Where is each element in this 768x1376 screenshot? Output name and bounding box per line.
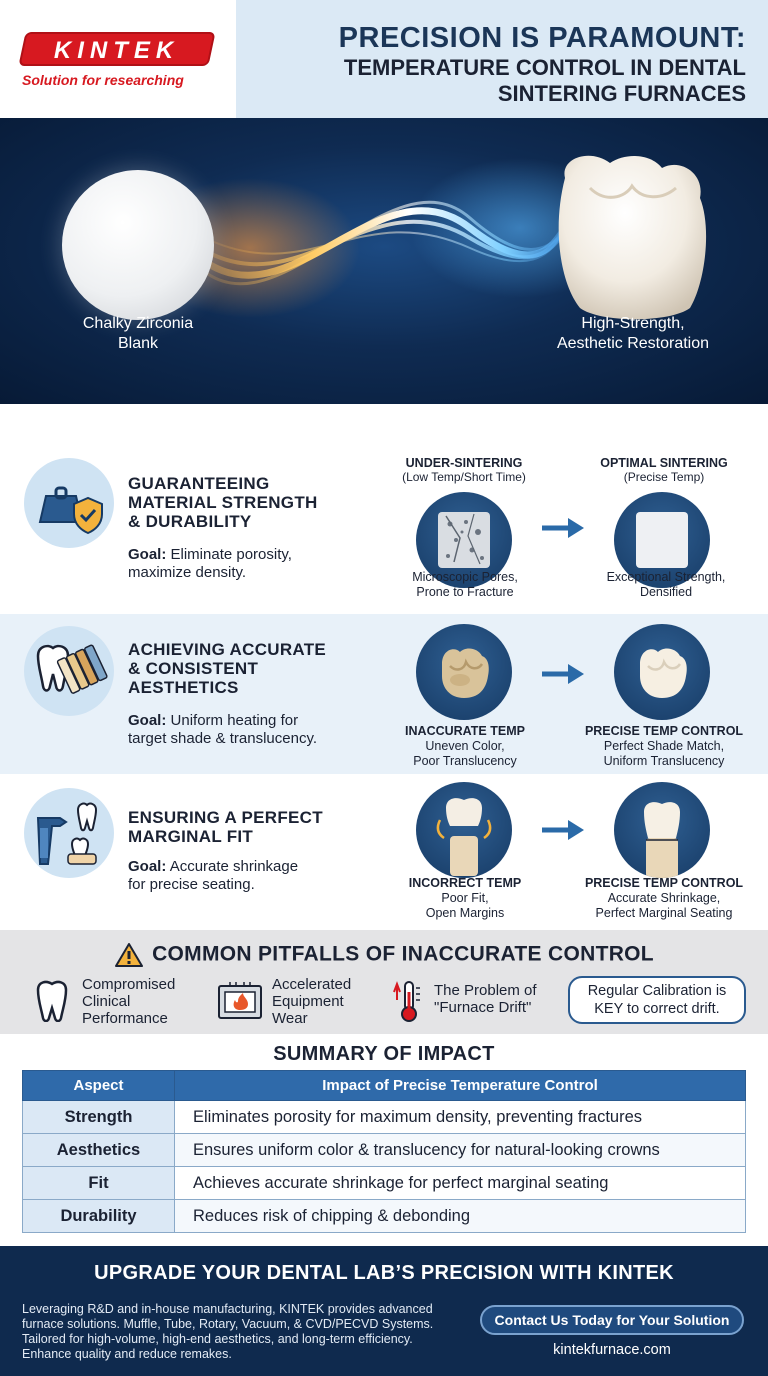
column-header-aspect: Aspect <box>23 1071 175 1101</box>
title-area <box>236 0 768 118</box>
zirconia-blank-image <box>62 170 214 320</box>
hero-label-left <box>58 314 218 354</box>
section-heading <box>128 474 318 531</box>
heading-line: & CONSISTENT <box>128 659 259 678</box>
pitfall-line: Performance <box>82 1010 168 1027</box>
table-cell-aspect: Aesthetics <box>23 1134 175 1167</box>
table-row <box>23 1167 746 1200</box>
goal-label: Goal: <box>128 546 167 563</box>
table-cell-aspect: Strength <box>23 1101 175 1134</box>
pitfall-line: Equipment <box>272 993 344 1010</box>
section-fit <box>0 776 768 928</box>
pitfall-drift <box>434 982 537 1016</box>
hero-banner <box>0 118 768 404</box>
caption-title: INACCURATE TEMP <box>405 724 525 738</box>
caption-line: Perfect Marginal Seating <box>595 906 733 920</box>
under-sintering-caption <box>390 570 540 600</box>
heading-line: AESTHETICS <box>128 678 239 697</box>
furnace-fire-icon <box>216 980 264 1022</box>
hero-left-line2: Blank <box>117 335 159 352</box>
table-row <box>23 1101 746 1134</box>
column-header-impact: Impact of Precise Temperature Control <box>175 1071 746 1101</box>
optimal-sintering-title <box>584 456 744 484</box>
goal-text: maximize density. <box>128 564 247 581</box>
hero-left-line1: Chalky Zirconia <box>82 315 194 332</box>
goal-label: Goal: <box>128 858 167 875</box>
caption-line: Uneven Color, <box>425 739 505 753</box>
pitfall-line: The Problem of <box>434 982 537 999</box>
caption-line: Microscopic Pores, <box>412 570 518 584</box>
pitfall-line: Wear <box>272 1010 308 1027</box>
page-subtitle-line2: SINTERING FURNACES <box>497 81 746 106</box>
caption-line: Poor Translucency <box>413 754 517 768</box>
table-cell-impact: Eliminates porosity for maximum density, preventing fractures <box>175 1101 746 1134</box>
precise-crown-image <box>614 624 710 720</box>
arrow-right-icon <box>540 516 586 540</box>
caption-line: Accurate Shrinkage, <box>607 891 721 905</box>
website-link[interactable]: kintekfurnace.com <box>553 1342 671 1358</box>
under-sintering-title <box>384 456 544 484</box>
caption-line: Densified <box>639 585 693 599</box>
caption-line: Prone to Fracture <box>416 585 514 599</box>
table-cell-impact: Ensures uniform color & translucency for natural-looking crowns <box>175 1134 746 1167</box>
inaccurate-caption <box>386 724 544 769</box>
table-cell-aspect: Fit <box>23 1167 175 1200</box>
section-aesthetics <box>0 614 768 774</box>
warning-triangle-icon <box>114 942 144 968</box>
calibration-callout <box>568 976 746 1024</box>
cmp-sub-text: (Low Temp/Short Time) <box>402 470 526 484</box>
footer-body: Leveraging R&D and in-house manufacturing, KINTEK provides advanced furnace solutions. Muffle, Tube, Rotary, Vacuum, & CVD/PECVD Systems. Tailored for high-volume, high-end aesthetics, and long-term efficiency. Enhance quality and reduce remakes. <box>22 1302 434 1361</box>
goal-text: for precise seating. <box>128 876 255 893</box>
caption-title: INCORRECT TEMP <box>408 876 522 890</box>
goal-text: target shade & translucency. <box>128 730 317 747</box>
table-header-row <box>23 1071 746 1101</box>
thermometer-icon <box>388 978 424 1024</box>
section-goal <box>128 858 298 894</box>
cmp-title-text: UNDER-SINTERING <box>405 456 523 470</box>
caption-line: Exceptional Strength, <box>606 570 726 584</box>
precise-caption <box>570 724 758 769</box>
optimal-sintering-caption <box>580 570 752 600</box>
table-cell-aspect: Durability <box>23 1200 175 1233</box>
hero-right-line1: High-Strength, <box>581 315 685 332</box>
caption-title: PRECISE TEMP CONTROL <box>584 724 744 738</box>
heading-line: ENSURING A PERFECT <box>128 808 323 827</box>
page-title: PRECISION IS PARAMOUNT: <box>338 22 746 54</box>
goal-text: Uniform heating for <box>170 712 299 729</box>
pitfall-line: Accelerated <box>272 976 352 993</box>
section-goal <box>128 546 292 582</box>
heading-line: GUARANTEEING <box>128 474 270 493</box>
weight-shield-icon <box>24 458 114 548</box>
kintek-logo[interactable] <box>18 32 215 66</box>
cmp-sub-text: (Precise Temp) <box>623 470 705 484</box>
section-strength <box>0 446 768 612</box>
callout-line: KEY to correct drift. <box>594 1001 720 1017</box>
callout-line: Regular Calibration is <box>587 983 727 999</box>
arrow-right-icon <box>540 818 586 842</box>
goal-text: Accurate shrinkage <box>169 858 299 875</box>
pitfall-equipment <box>272 976 351 1027</box>
tooth-shade-guide-icon <box>24 626 114 716</box>
footer <box>0 1246 768 1376</box>
tooth-outline-icon <box>34 978 70 1022</box>
table-cell-impact: Achieves accurate shrinkage for perfect marginal seating <box>175 1167 746 1200</box>
logo-text: KINTEK <box>53 37 180 64</box>
heading-line: MARGINAL FIT <box>128 827 254 846</box>
pitfall-line: Clinical <box>82 993 131 1010</box>
heading-line: & DURABILITY <box>128 512 252 531</box>
pitfalls-title <box>0 942 768 968</box>
section-goal <box>128 712 317 748</box>
contact-us-button[interactable]: Contact Us Today for Your Solution <box>480 1305 744 1335</box>
caption-title: PRECISE TEMP CONTROL <box>584 876 744 890</box>
incorrect-fit-caption <box>386 876 544 921</box>
hero-label-right <box>528 314 738 354</box>
caption-line: Open Margins <box>425 906 505 920</box>
cmp-title-text: OPTIMAL SINTERING <box>600 456 728 470</box>
summary-table <box>22 1070 746 1233</box>
footer-title: UPGRADE YOUR DENTAL LAB’S PRECISION WITH KINTEK <box>94 1262 674 1284</box>
caption-line: Perfect Shade Match, <box>603 739 725 753</box>
precise-fit-caption <box>570 876 758 921</box>
logo-tagline: Solution for researching <box>22 72 184 88</box>
header <box>0 0 768 118</box>
caption-line: Poor Fit, <box>441 891 489 905</box>
pitfall-clinical <box>82 976 175 1027</box>
heading-line: MATERIAL STRENGTH <box>128 493 318 512</box>
summary-title: SUMMARY OF IMPACT <box>273 1043 495 1065</box>
logo-area <box>0 0 236 118</box>
hero-right-line2: Aesthetic Restoration <box>556 335 710 352</box>
arrow-right-icon <box>540 662 586 686</box>
section-heading <box>128 640 326 697</box>
pitfall-line: Compromised <box>82 976 176 993</box>
table-cell-impact: Reduces risk of chipping & debonding <box>175 1200 746 1233</box>
section-heading <box>128 808 323 846</box>
inaccurate-crown-image <box>416 624 512 720</box>
perfect-fit-image <box>614 782 710 878</box>
goal-text: Eliminate porosity, <box>170 546 292 563</box>
table-row <box>23 1200 746 1233</box>
poor-fit-image <box>416 782 512 878</box>
pitfalls-title-text: COMMON PITFALLS OF INACCURATE CONTROL <box>152 942 654 966</box>
heading-line: ACHIEVING ACCURATE <box>128 640 327 659</box>
dental-drill-tooth-icon <box>24 788 114 878</box>
caption-line: Uniform Translucency <box>603 754 725 768</box>
table-row <box>23 1134 746 1167</box>
pitfall-line: "Furnace Drift" <box>434 999 532 1016</box>
crown-restoration-image <box>559 156 706 319</box>
goal-label: Goal: <box>128 712 167 729</box>
page-subtitle-line1: TEMPERATURE CONTROL IN DENTAL <box>343 55 746 80</box>
